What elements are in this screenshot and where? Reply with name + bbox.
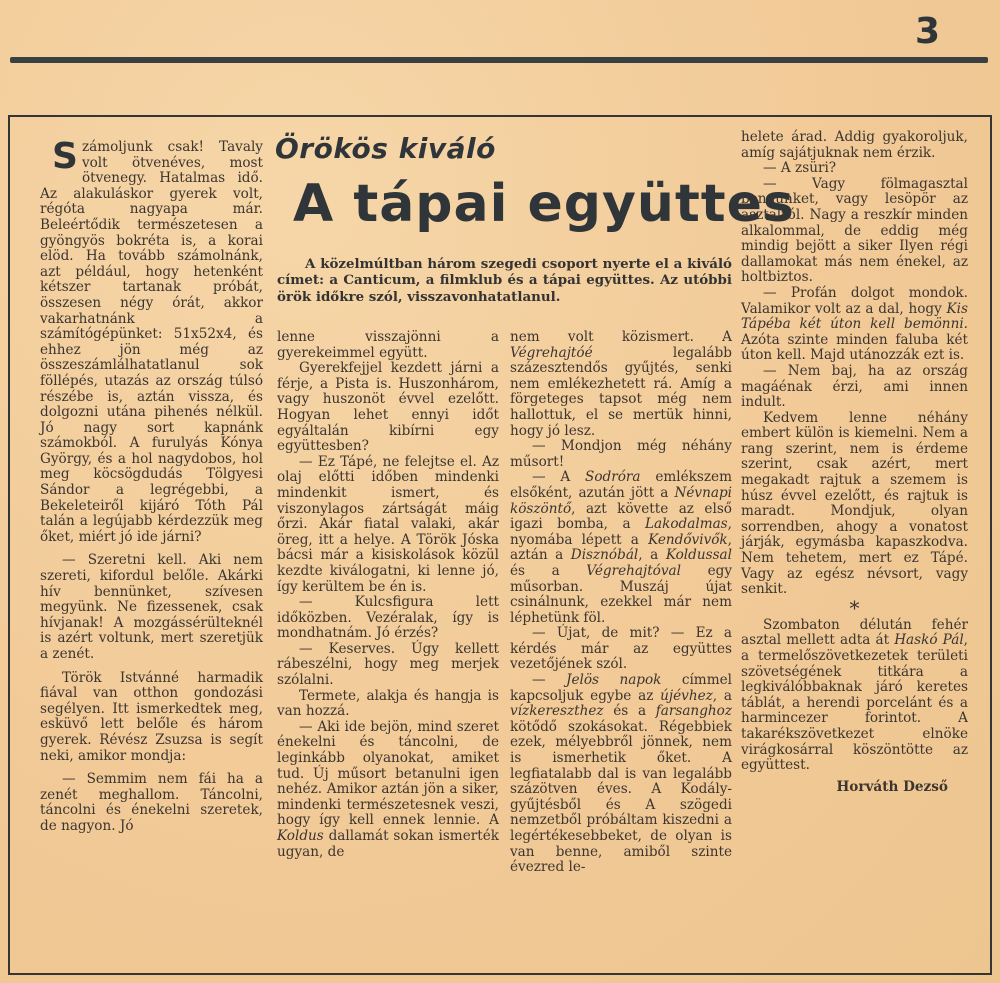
holiday-name: vízkereszthez: [510, 703, 604, 720]
paragraph: helete árad. Addig gyakoroljuk, amíg sajátjuknak nem érzik.: [741, 129, 968, 161]
text: kötődő szokásokat. Régebbiek ezek, mélyebbről jönnek, nem is ismerhetik őket. A legfiatalabb dal is van legalább százötven éves. A Kodály-gyűjtésből és A szögedi nemzetből próbáltam kiszedni a legértékesebbeket, de olyan is van benne, amiből szinte évezred le-: [510, 718, 732, 876]
article-lead: [277, 256, 732, 305]
song-title: Névnapi köszöntő: [510, 484, 732, 517]
holiday-name: újévhez: [660, 687, 713, 704]
text: címmel kapcsoljuk egybe az: [510, 672, 732, 704]
text: , a: [712, 687, 732, 704]
song-title: Kis Tápéba két úton kell bemönni.: [741, 300, 968, 333]
paragraph: Gyerekfejjel kezdett járni a férje, a Pista is. Huszonhárom, vagy huszonöt évvel ezelőtt. Hogyan lehet ennyi időt egyáltalán kibírni egy együttesben?: [277, 360, 499, 455]
lead-text: A közelmúltban három szegedi csoport nyerte el a kiváló címet: a Canticum, a filmklub és a tápai együttes. Az utóbbi örök időkre szól, visszavonhatatlanul.: [277, 256, 732, 305]
column-3: [510, 330, 732, 876]
text: Szombaton délután fehér asztal mellett adta át: [741, 616, 968, 649]
text: és a: [603, 703, 656, 720]
section-separator: *: [849, 595, 860, 620]
paragraph: — Vagy fölmagasztal bennünket, vagy lesöpör az asztalról. Nagy a reszkír minden alkalommal, de eddig még mindig bejött a siker Ilyen régi dallamokat más nem énekel, az holtbiztos.: [741, 175, 968, 286]
paragraph-text: zámoljunk csak! Tavaly volt ötvenéves, most ötvenegy. Hatalmas idő. Az alakuláskor gyerek volt, régóta nagyapa már. Beleértődik természetesen a gyöngyös bokréta is, a korai elöd. Ha tovább számolnánk, azt például, hogy hetenként kétszer tartanak próbát, összesen négy órát, akkor vakarhatnánk a számítógépünket: 51x52x4, és ehhez jön még az összeszámlálhatatlanul sok föllépés, utazás az ország túlsó részébe is, aztán vissza, és dolgozni utána pihenés nélkül. Jó nagy sort kapnánk számokból. A furulyás Kónya György, és a hol nagydobos, hol meg köcsögdudás Tölgyesi Sándor a legrégebbi, a Bekeleteiről kijáró Tóth Pál talán a legújabb kérdezzük meg őket, miért jó ide járni?: [40, 139, 263, 545]
article-headline: A tápai együttes: [293, 174, 795, 234]
article-kicker: Örökös kiváló: [275, 132, 496, 165]
paragraph: — Mondjon még néhány műsort!: [510, 438, 732, 470]
text: nem volt közismert. A: [510, 329, 732, 345]
paragraph: Termete, alakja és hangja is van hozzá.: [277, 687, 499, 720]
text: egy műsorban. Muszáj újat csinálnunk, ezekkel már nem léphetünk föl.: [510, 562, 732, 626]
paragraph: Török Istvánné harmadik fiával van otthon gondozási segélyen. Itt ismerkedtek meg, esküvő lett belőle és három gyerek. Révész Zsuzsa is segít neki, amikor mondja:: [40, 669, 263, 764]
song-title: Végrehajtóval: [586, 562, 681, 579]
paragraph: — Keserves. Úgy kellett rábeszélni, hogy meg merjek szólalni.: [277, 640, 499, 689]
paragraph: [510, 330, 732, 439]
text: legalább százesztendős gyűjtés, senki nem emlékezhetett rá. Amíg a förgeteges tapsot még nem hallottuk, el se mertük hinni, hogy jó lesz.: [510, 344, 732, 439]
song-title: Sodróra: [585, 469, 641, 486]
paragraph: lenne visszajönni a gyerekeimmel együtt.: [277, 329, 499, 361]
text: , a termelőszövetkezetek területi szövetségének titkára a legkiválóbbaknak járó keretes táblát, a herendi porcelánt és a harmincezer forintot. A takarékszövetkezet elnöke virágkosárral köszöntötte az együttest.: [741, 632, 968, 774]
holiday-name: farsanghoz: [655, 703, 732, 720]
text: — Profán dolgot mondok. Valamikor volt az a dal, hogy: [741, 284, 968, 317]
paragraph: [510, 470, 732, 626]
song-title: Disznóbál: [570, 547, 639, 564]
byline: Horváth Dezső: [836, 778, 948, 795]
paragraph: [741, 618, 968, 774]
text: és a: [510, 562, 587, 579]
text: , nyomába lépett a: [510, 516, 732, 548]
paragraph: — Szeretni kell. Aki nem szereti, kifordul belőle. Akárki hív bennünket, szívesen megyünk. Ne fizessenek, csak hívjanak! A mozgássérülteknél is azért voltunk, mert szeretjük a zenét.: [40, 552, 263, 662]
text: Azóta szinte minden faluba két úton kell. Majd utánozzák ezt is.: [741, 331, 968, 364]
text: , azt követte az első igazi bomba, a: [510, 500, 732, 533]
page-number: 3: [915, 11, 941, 52]
paragraph: [510, 673, 732, 876]
song-title: Kendővivők: [648, 531, 728, 548]
song-title: Koldussal: [665, 547, 732, 564]
text: , aztán a: [510, 531, 732, 564]
column-4: [741, 130, 968, 795]
paragraph: — Újat, de mit? — Ez a kérdés már az együttes vezetőjének szól.: [510, 625, 732, 673]
song-title: Koldus: [277, 828, 324, 844]
text: dallamát sokan ismerték ugyan, de: [277, 828, 499, 860]
paragraph: — Nem baj, ha az ország magáénak érzi, ami innen indult.: [741, 362, 968, 411]
paragraph: Kedvem lenne néhány embert külön is kiemelni. Nem a rang szerint, nem is érdeme szerint, csak azért, mert megakadt rajtuk a szemem is húsz évvel ezelőtt, és rajtuk is maradt. Mondjuk, olyan sorrendben, ahogy a vonatost járják, egymásba kapaszkodva. Nem tehetem, mert ez Tápé. Vagy az egész névsort, vagy senkit.: [741, 409, 968, 598]
person-name: Haskó Pál: [894, 632, 964, 649]
text: , a: [638, 547, 666, 564]
paragraph: — Kulcsfigura lett időközben. Vezéralak, így is mondhatnám. Jó érzés?: [277, 594, 499, 642]
paragraph: [40, 136, 263, 545]
paragraph: — Semmim nem fái ha a zenét meghallom. Táncolni, táncolni és énekelni szeretek, de nagyon. Jó: [40, 771, 263, 834]
text: —: [532, 672, 567, 689]
drop-cap: S: [52, 136, 78, 177]
column-2: [277, 330, 499, 860]
top-rule: [10, 57, 988, 63]
paragraph: [741, 286, 968, 364]
column-1: [40, 136, 263, 835]
paragraph: [277, 720, 499, 860]
paragraph: — Ez Tápé, ne felejtse el. Az olaj előtti időben mindenki mindenkit ismert, és viszonylagos zártságát máig őrzi. Akár fiatal valaki, akár öreg, itt a helye. A Török Jóska bácsi már a kisiskolások közül kezdte kiválogatni, ki lenne jó, így kerültem be én is.: [277, 453, 499, 595]
paragraph: — A zsüri?: [763, 160, 837, 177]
text: — A: [532, 469, 586, 486]
text: — Aki ide bejön, mind szeret énekelni és táncolni, de leginkább olyanokat, amiket tud. Új műsort betanulni igen nehéz. Amikor aztán jön a siker, mindenki természetesnek veszi, hogy így kell ennek lennie. A: [277, 718, 499, 829]
program-title: Jelös napok: [566, 672, 662, 689]
song-title: Lakodalmas: [644, 516, 728, 533]
text: emlékszem elsőként, azután jött a: [510, 469, 732, 501]
song-title: Végrehajtóé: [510, 344, 593, 361]
